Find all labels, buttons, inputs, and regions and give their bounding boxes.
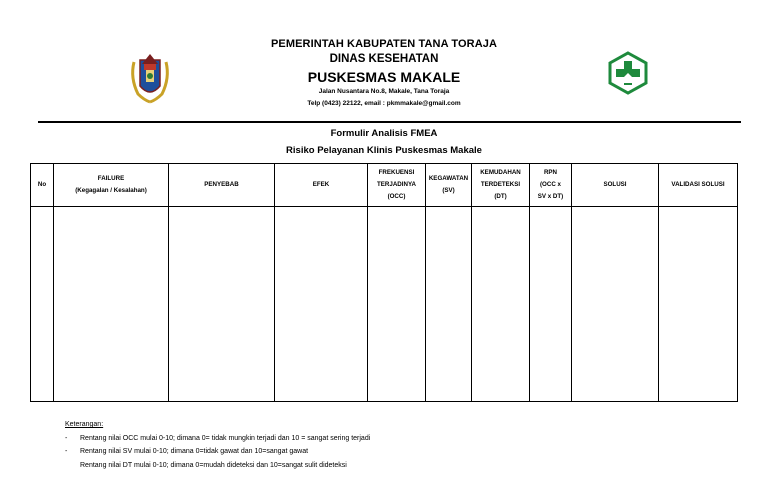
- header-contact: Telp (0423) 22122, email : pkmmakale@gmail.com: [307, 100, 461, 107]
- table-row: [31, 207, 738, 402]
- table-cell-failure[interactable]: [54, 207, 169, 402]
- form-title: Formulir Analisis FMEA: [330, 128, 438, 139]
- table-cell-penyebab[interactable]: [169, 207, 275, 402]
- form-subtitle: Risiko Pelayanan Klinis Puskesmas Makale: [286, 145, 482, 156]
- table-cell-no[interactable]: [31, 207, 54, 402]
- header-institution: PUSKESMAS MAKALE: [307, 69, 461, 85]
- table-cell-solusi[interactable]: [572, 207, 659, 402]
- header-government: PEMERINTAH KABUPATEN TANA TORAJA: [270, 38, 498, 50]
- note-text: Rentang nilai SV mulai 0-10; dimana 0=tidak gawat dan 10=sangat gawat: [80, 448, 309, 455]
- table-cell-frekuensi[interactable]: [368, 207, 426, 402]
- table-cell-rpn[interactable]: [530, 207, 572, 402]
- fmea-table: [30, 163, 738, 402]
- notes-heading: Keterangan:: [65, 421, 104, 428]
- column-header-kemudahan: KEMUDAHAN TERDETEKSI (DT): [472, 164, 530, 207]
- table-cell-efek[interactable]: [275, 207, 368, 402]
- header-department: DINAS KESEHATAN: [329, 53, 439, 65]
- notes-section: [65, 418, 370, 472]
- puskesmas-logo-icon: [606, 51, 650, 95]
- column-header-frekuensi: FREKUENSI TERJADINYA (OCC): [368, 164, 426, 207]
- column-header-kegawatan: KEGAWATAN (SV): [426, 164, 472, 207]
- note-item: [65, 432, 370, 446]
- note-text: Rentang nilai DT mulai 0-10; dimana 0=mudah dideteksi dan 10=sangat sulit dideteksi: [80, 461, 347, 469]
- table-cell-kemudahan[interactable]: [472, 207, 530, 402]
- table-cell-validasi-solusi[interactable]: [659, 207, 738, 402]
- note-bullet: -: [65, 448, 68, 455]
- column-header-no: No: [31, 164, 54, 207]
- note-item: [65, 445, 370, 459]
- header-address: Jalan Nusantara No.8, Makale, Tana Toraja: [318, 88, 450, 95]
- column-header-penyebab: PENYEBAB: [169, 164, 275, 207]
- table-cell-kegawatan[interactable]: [426, 207, 472, 402]
- column-header-rpn: RPN (OCC x SV x DT): [530, 164, 572, 207]
- column-header-efek: EFEK: [275, 164, 368, 207]
- note-bullet: -: [65, 434, 68, 442]
- header-divider: [38, 121, 741, 123]
- note-text: Rentang nilai OCC mulai 0-10; dimana 0= tidak mungkin terjadi dan 10 = sangat sering terjadi: [80, 434, 371, 442]
- column-header-solusi: SOLUSI: [572, 164, 659, 207]
- column-header-validasi-solusi: VALIDASI SOLUSI: [659, 164, 738, 207]
- table-header-row: [31, 164, 738, 207]
- column-header-failure: FAILURE (Kegagalan / Kesalahan): [54, 164, 169, 207]
- note-item: [65, 459, 370, 473]
